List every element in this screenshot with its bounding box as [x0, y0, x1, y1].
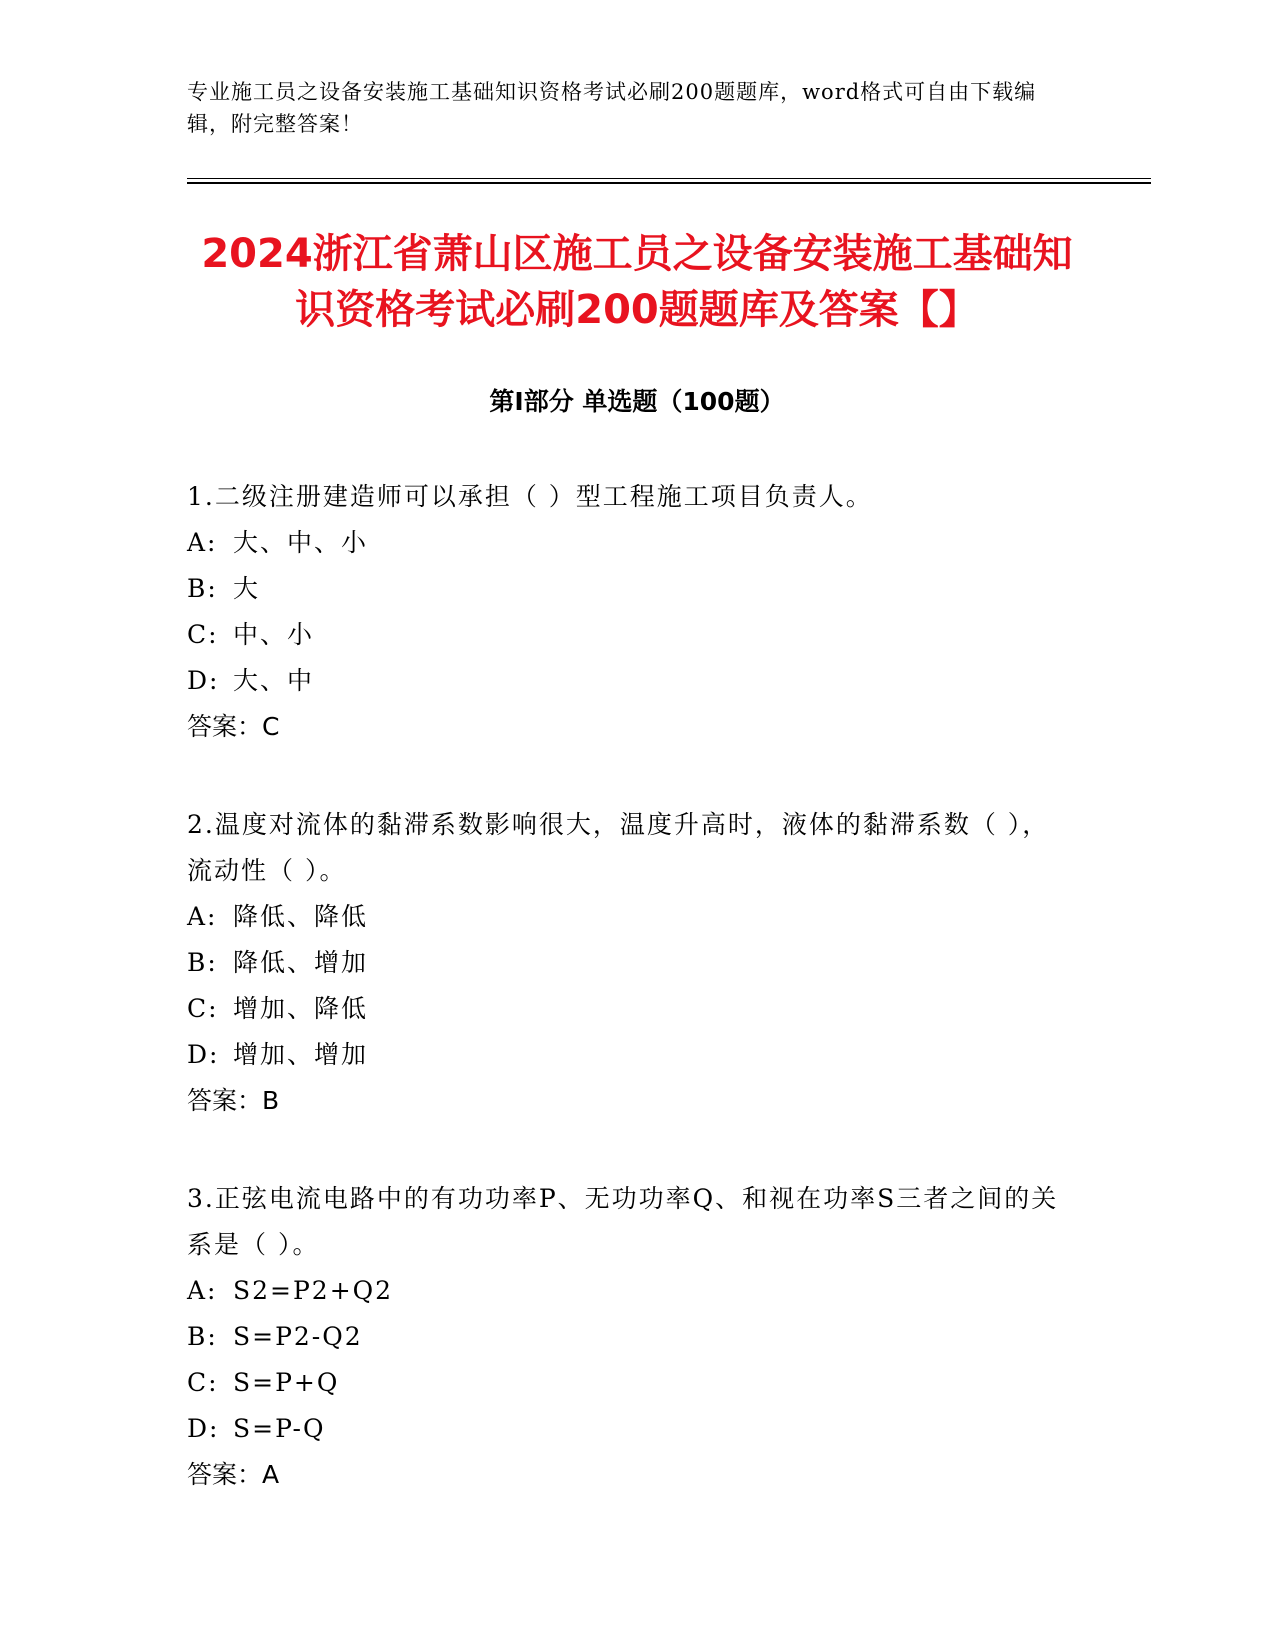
option-a — [187, 520, 1067, 566]
option-d — [187, 1406, 1067, 1452]
option-a — [187, 1268, 1067, 1314]
question-1 — [187, 474, 1067, 750]
section-heading: 第Ⅰ部分 单选题（100题） — [489, 387, 785, 416]
option-key: C: — [187, 1368, 219, 1397]
question-2 — [187, 802, 1067, 1124]
option-text: 中、小 — [233, 620, 315, 649]
option-c — [187, 986, 1067, 1032]
option-key: C: — [187, 620, 219, 649]
option-c — [187, 612, 1067, 658]
option-key: B: — [187, 574, 218, 603]
option-text: 增加、增加 — [233, 1040, 369, 1069]
answer: 答案：C — [187, 712, 280, 741]
option-text: 增加、降低 — [233, 994, 369, 1023]
option-key: D: — [187, 666, 220, 695]
answer: 答案：A — [187, 1460, 280, 1489]
option-text: 降低、降低 — [233, 902, 369, 931]
option-key: D: — [187, 1040, 220, 1069]
option-b — [187, 566, 1067, 612]
option-key: C: — [187, 994, 219, 1023]
option-text: 降低、增加 — [233, 948, 369, 977]
question-3 — [187, 1176, 1067, 1498]
option-key: A: — [187, 902, 218, 931]
option-text: 大 — [233, 574, 261, 603]
option-key: A: — [187, 1276, 218, 1305]
option-text: 大、中 — [233, 666, 315, 695]
question-stem: 1.二级注册建造师可以承担（ ）型工程施工项目负责人。 — [187, 482, 873, 511]
option-d — [187, 1032, 1067, 1078]
divider-thick-line — [187, 182, 1151, 184]
option-b — [187, 940, 1067, 986]
header-divider — [187, 178, 1151, 184]
option-c — [187, 1360, 1067, 1406]
option-key: A: — [187, 528, 218, 557]
option-key: D: — [187, 1414, 220, 1443]
question-stem: 2.温度对流体的黏滞系数影响很大，温度升高时，液体的黏滞系数（ ），流动性（ ）。 — [187, 810, 1050, 885]
option-b — [187, 1314, 1067, 1360]
header-note: 专业施工员之设备安装施工基础知识资格考试必刷200题题库，word格式可自由下载编辑，附完整答案！ — [187, 80, 1037, 136]
option-text: S=P-Q — [233, 1414, 326, 1443]
question-list — [187, 474, 1067, 1550]
question-stem: 3.正弦电流电路中的有功功率P、无功功率Q、和视在功率S三者之间的关系是（ ）。 — [187, 1184, 1059, 1259]
option-text: S=P+Q — [233, 1368, 340, 1397]
option-a — [187, 894, 1067, 940]
option-text: S2=P2+Q2 — [233, 1276, 394, 1305]
answer: 答案：B — [187, 1086, 280, 1115]
option-key: B: — [187, 1322, 218, 1351]
option-text: 大、中、小 — [233, 528, 369, 557]
option-d — [187, 658, 1067, 704]
option-text: S=P2-Q2 — [233, 1322, 363, 1351]
document-title: 2024浙江省萧山区施工员之设备安装施工基础知识资格考试必刷200题题库及答案【】 — [201, 231, 1073, 333]
option-key: B: — [187, 948, 218, 977]
